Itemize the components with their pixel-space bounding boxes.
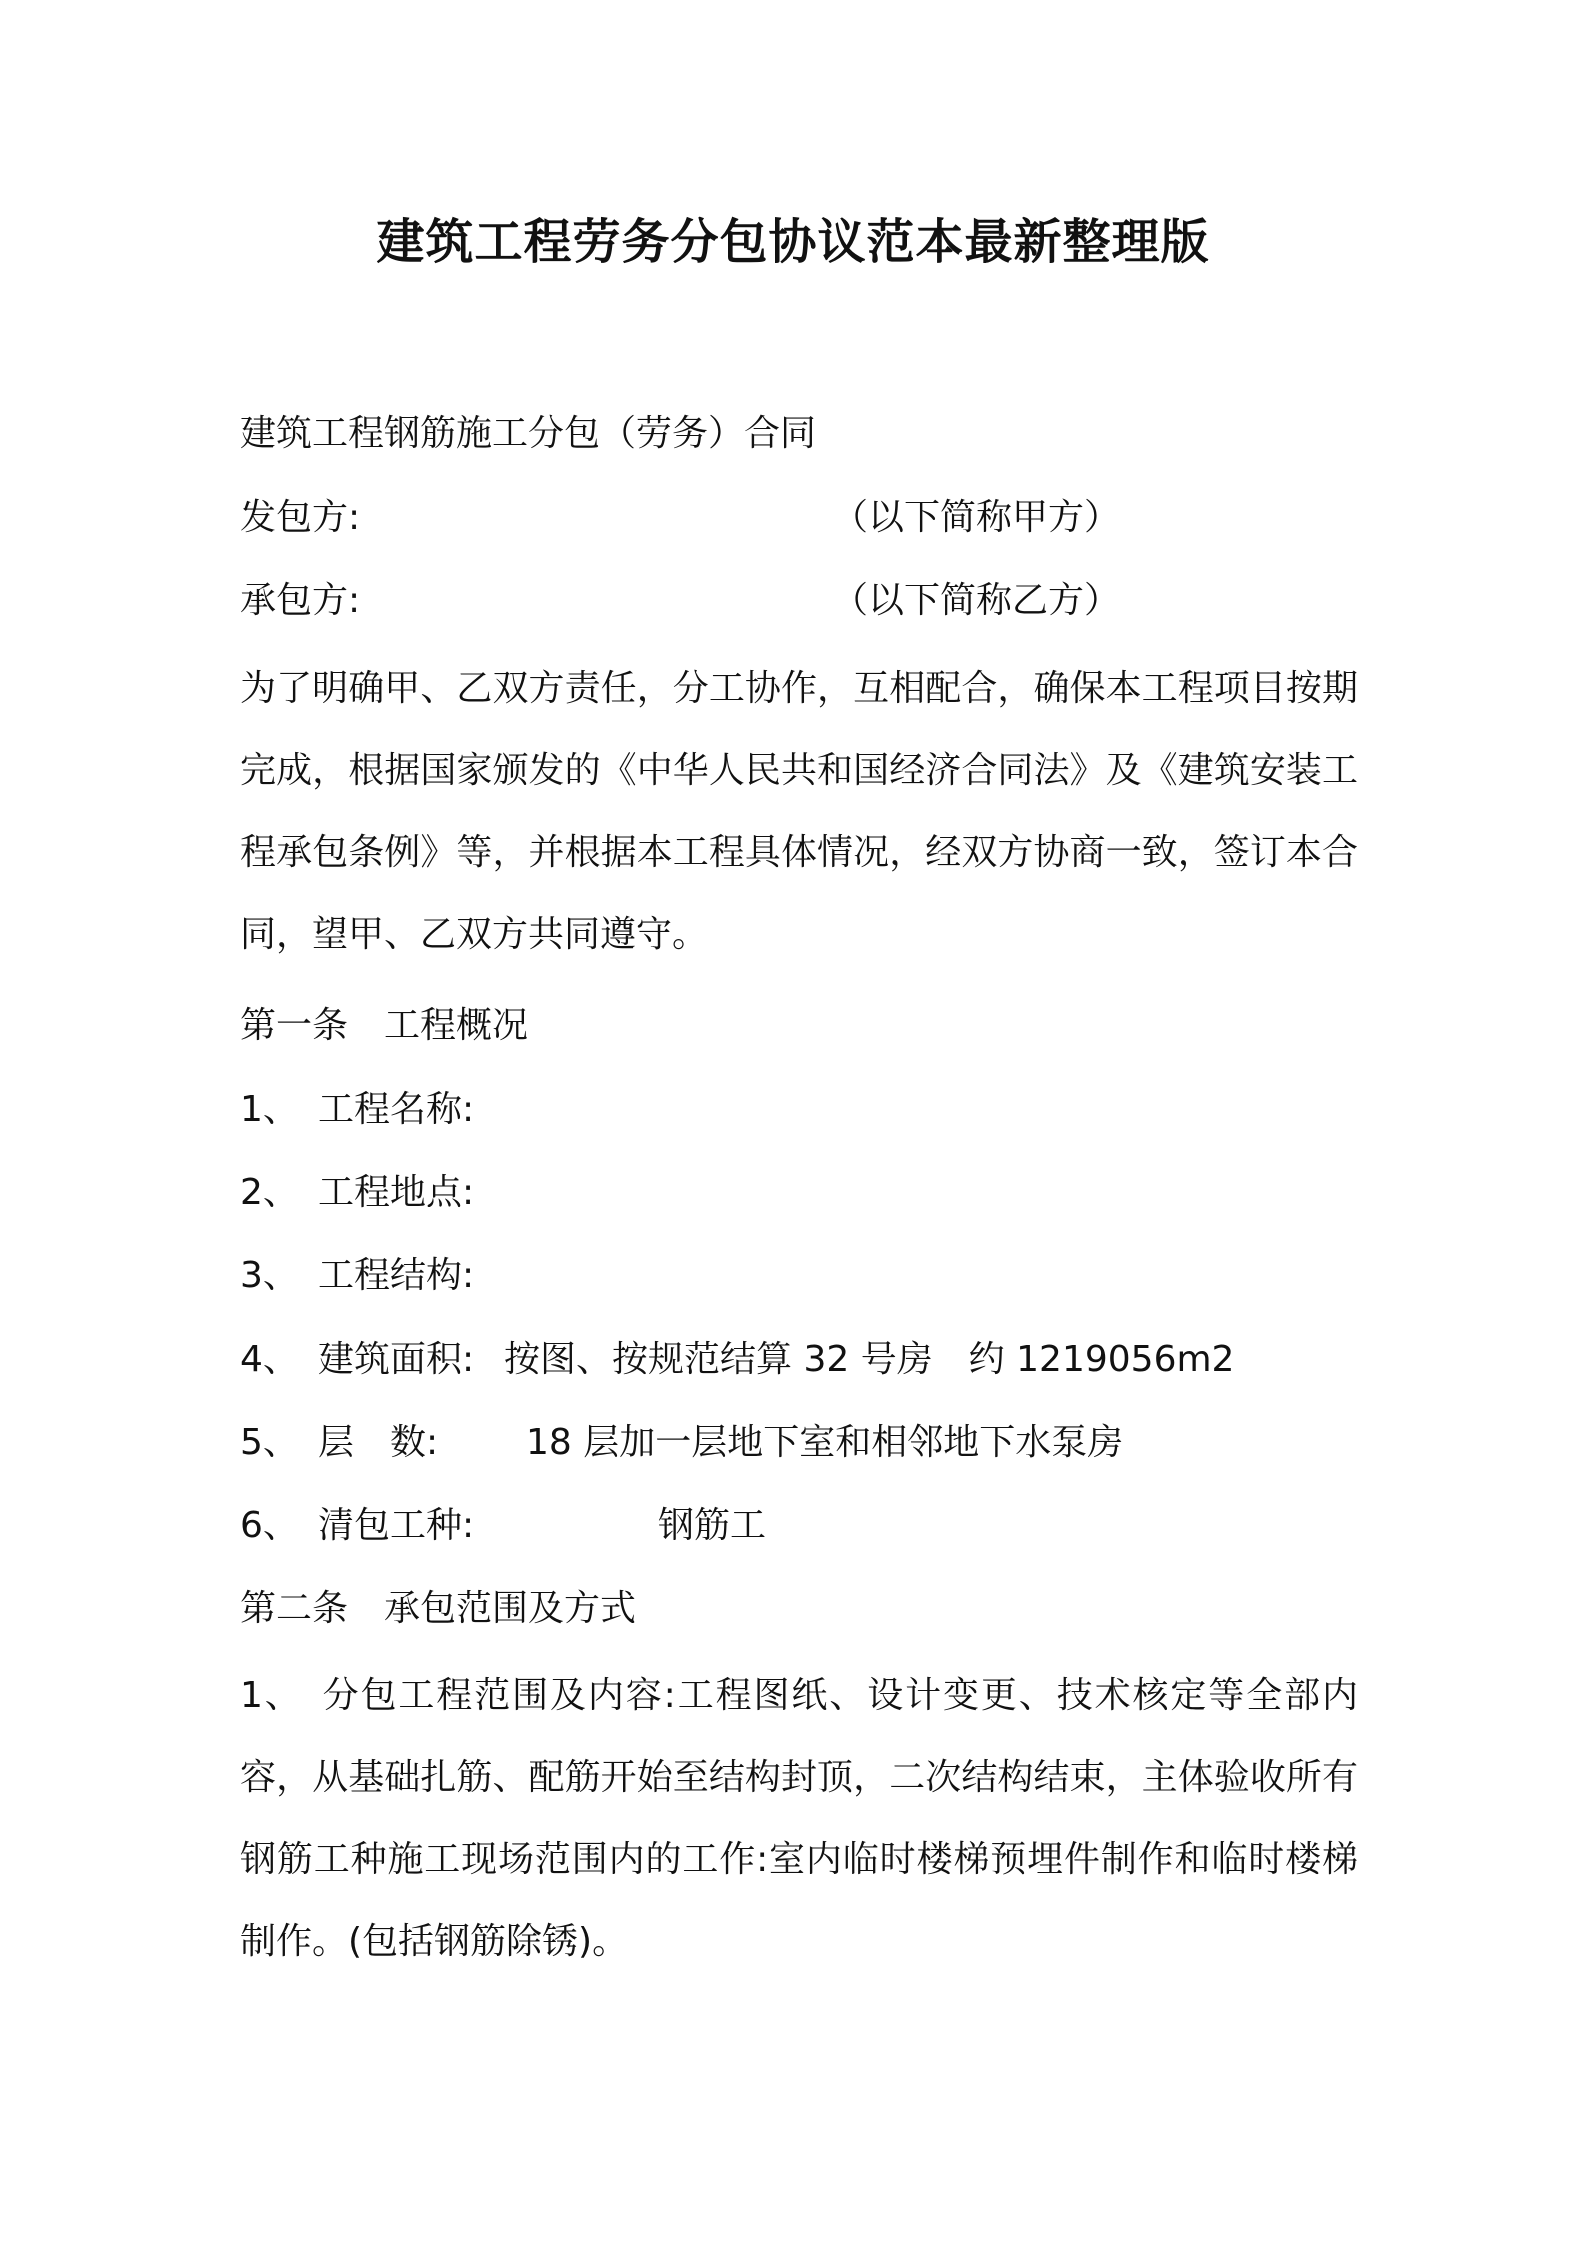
item-label: 建筑面积: [318, 1339, 475, 1380]
article1-heading: 第一条 工程概况 [240, 1005, 529, 1046]
item-number: 4、 [240, 1339, 299, 1380]
article2-heading: 第二条 承包范围及方式 [240, 1588, 637, 1629]
contract-heading: 建筑工程钢筋施工分包（劳务）合同 [240, 413, 817, 454]
item-label: 层 数: [318, 1422, 439, 1463]
item-label: 工程名称: [318, 1089, 475, 1130]
preamble-paragraph: 为了明确甲、乙双方责任，分工协作，互相配合，确保本工程项目按期完成，根据国家颁发的《中华人民共和国经济合同法》及《建筑安装工程承包条例》等，并根据本工程具体情况，经双方协商一致，签订本合同，望甲、乙双方共同遵守。 [240, 668, 1358, 955]
item-value: 按图、按规范结算 32 号房 约 1219056m2 [504, 1339, 1235, 1380]
item-value: 钢筋工 [658, 1505, 767, 1546]
party-b-label: 承包方: [240, 580, 361, 621]
item-number: 6、 [240, 1505, 299, 1546]
item-value: 18 层加一层地下室和相邻地下水泵房 [526, 1422, 1124, 1463]
document-title: 建筑工程劳务分包协议范本最新整理版 [376, 214, 1210, 270]
item-label: 工程地点: [318, 1172, 475, 1213]
party-b-note: （以下简称乙方） [832, 580, 1121, 621]
item-number: 2、 [240, 1172, 299, 1213]
article2-item1-paragraph: 1、 分包工程范围及内容:工程图纸、设计变更、技术核定等全部内容，从基础扎筋、配筋开始至结构封顶，二次结构结束，主体验收所有钢筋工种施工现场范围内的工作:室内临时楼梯预埋件制作和临时楼梯制作。(包括钢筋除锈)。 [240, 1675, 1358, 1962]
item-number: 1、 [240, 1089, 299, 1130]
item-label: 工程结构: [318, 1255, 475, 1296]
party-a-note: （以下简称甲方） [832, 497, 1121, 538]
item-label: 清包工种: [318, 1505, 475, 1546]
party-a-label: 发包方: [240, 497, 361, 538]
item-number: 5、 [240, 1422, 299, 1463]
item-number: 3、 [240, 1255, 299, 1296]
